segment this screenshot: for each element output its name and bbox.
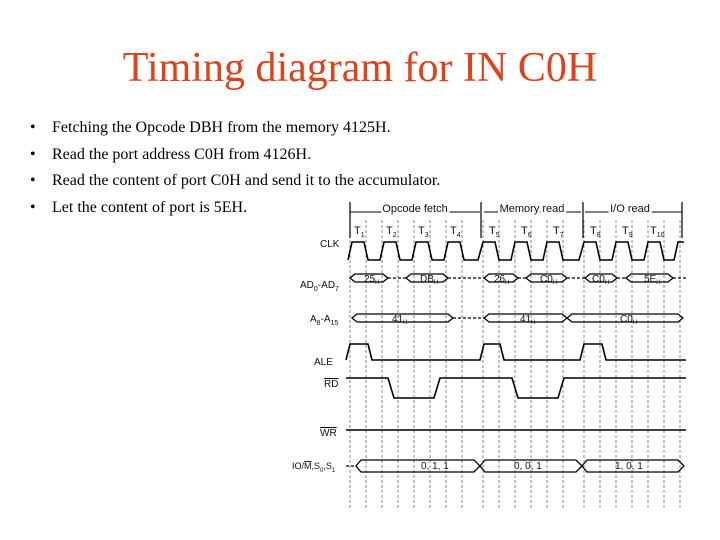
status-value-label: 0, 1, 1: [421, 461, 449, 472]
timing-diagram: [288, 198, 700, 516]
bus-value-label: $DB_H$: [420, 274, 439, 286]
clk-waveform: [348, 242, 684, 260]
signal-label-wr: WR: [320, 428, 337, 439]
bullet-dot: •: [30, 145, 36, 163]
ale-waveform: [346, 344, 686, 360]
cycle-label-opcode-fetch: Opcode fetch: [382, 203, 448, 215]
t-state-label: $T_4$: [450, 225, 461, 239]
bullet-item: [30, 171, 440, 198]
bullet-dot: •: [30, 119, 36, 136]
signal-label-ad-bus: $AD_0-AD_7$: [300, 280, 339, 293]
bus-value-label: $5E_H$: [644, 274, 661, 286]
t-state-labels: [354, 225, 665, 239]
status-value-label: 0, 0, 1: [514, 461, 542, 472]
t-state-label: $T_9$: [622, 225, 633, 239]
bullet-text: Read the port address C0H from 4126H.: [52, 145, 312, 163]
a-bus-values: [392, 314, 637, 326]
t-state-label: $T_3$: [418, 225, 429, 239]
bullet-item: [30, 145, 440, 172]
slide-title: Timing diagram for IN C0H: [122, 45, 598, 91]
signal-label-a-bus: $A_8-A_{15}$: [310, 314, 339, 327]
cycle-label-io-read: I/O read: [610, 203, 650, 215]
t-state-label: $T_1$: [354, 225, 365, 239]
t-state-label: $T_8$: [590, 225, 601, 239]
bus-value-label: $C0_H$: [540, 274, 558, 286]
bus-value-label: $C0_H$: [620, 314, 638, 326]
bus-value-label: $26_H$: [494, 274, 510, 286]
t-state-label: $T_2$: [386, 225, 397, 239]
t-state-label: $T_5$: [489, 225, 500, 239]
t-state-label: $T_{10}$: [650, 225, 665, 239]
t-state-label: $T_7$: [553, 225, 564, 239]
bus-value-label: $25_H$: [364, 274, 380, 286]
signal-label-ale: ALE: [314, 357, 333, 368]
t-state-label: $T_6$: [521, 225, 532, 239]
status-value-label: 1, 0, 1: [615, 461, 643, 472]
rd-waveform: [346, 378, 686, 398]
bullet-item: [30, 118, 440, 145]
signal-label-io-m-status: $IO/M,S_0,S_1$: [292, 461, 336, 474]
bus-value-label: $C0_H$: [592, 274, 610, 286]
bullet-text: Fetching the Opcode DBH from the memory 4125H.: [52, 119, 391, 136]
bullet-text: Let the content of port is 5EH.: [52, 198, 248, 216]
ad-bus-waveform: [350, 274, 686, 282]
signal-label-rd: RD: [324, 379, 339, 390]
bullet-text: Read the content of port C0H and send it to the accumulator.: [52, 172, 441, 189]
bullet-dot: •: [30, 198, 36, 216]
signal-label-clk: CLK: [320, 239, 340, 250]
cycle-label-memory-read: Memory read: [499, 203, 565, 215]
bullet-dot: •: [30, 172, 36, 189]
status-values: [421, 461, 643, 472]
bus-value-label: $41_H$: [520, 314, 536, 326]
bus-value-label: $41_H$: [392, 314, 408, 326]
